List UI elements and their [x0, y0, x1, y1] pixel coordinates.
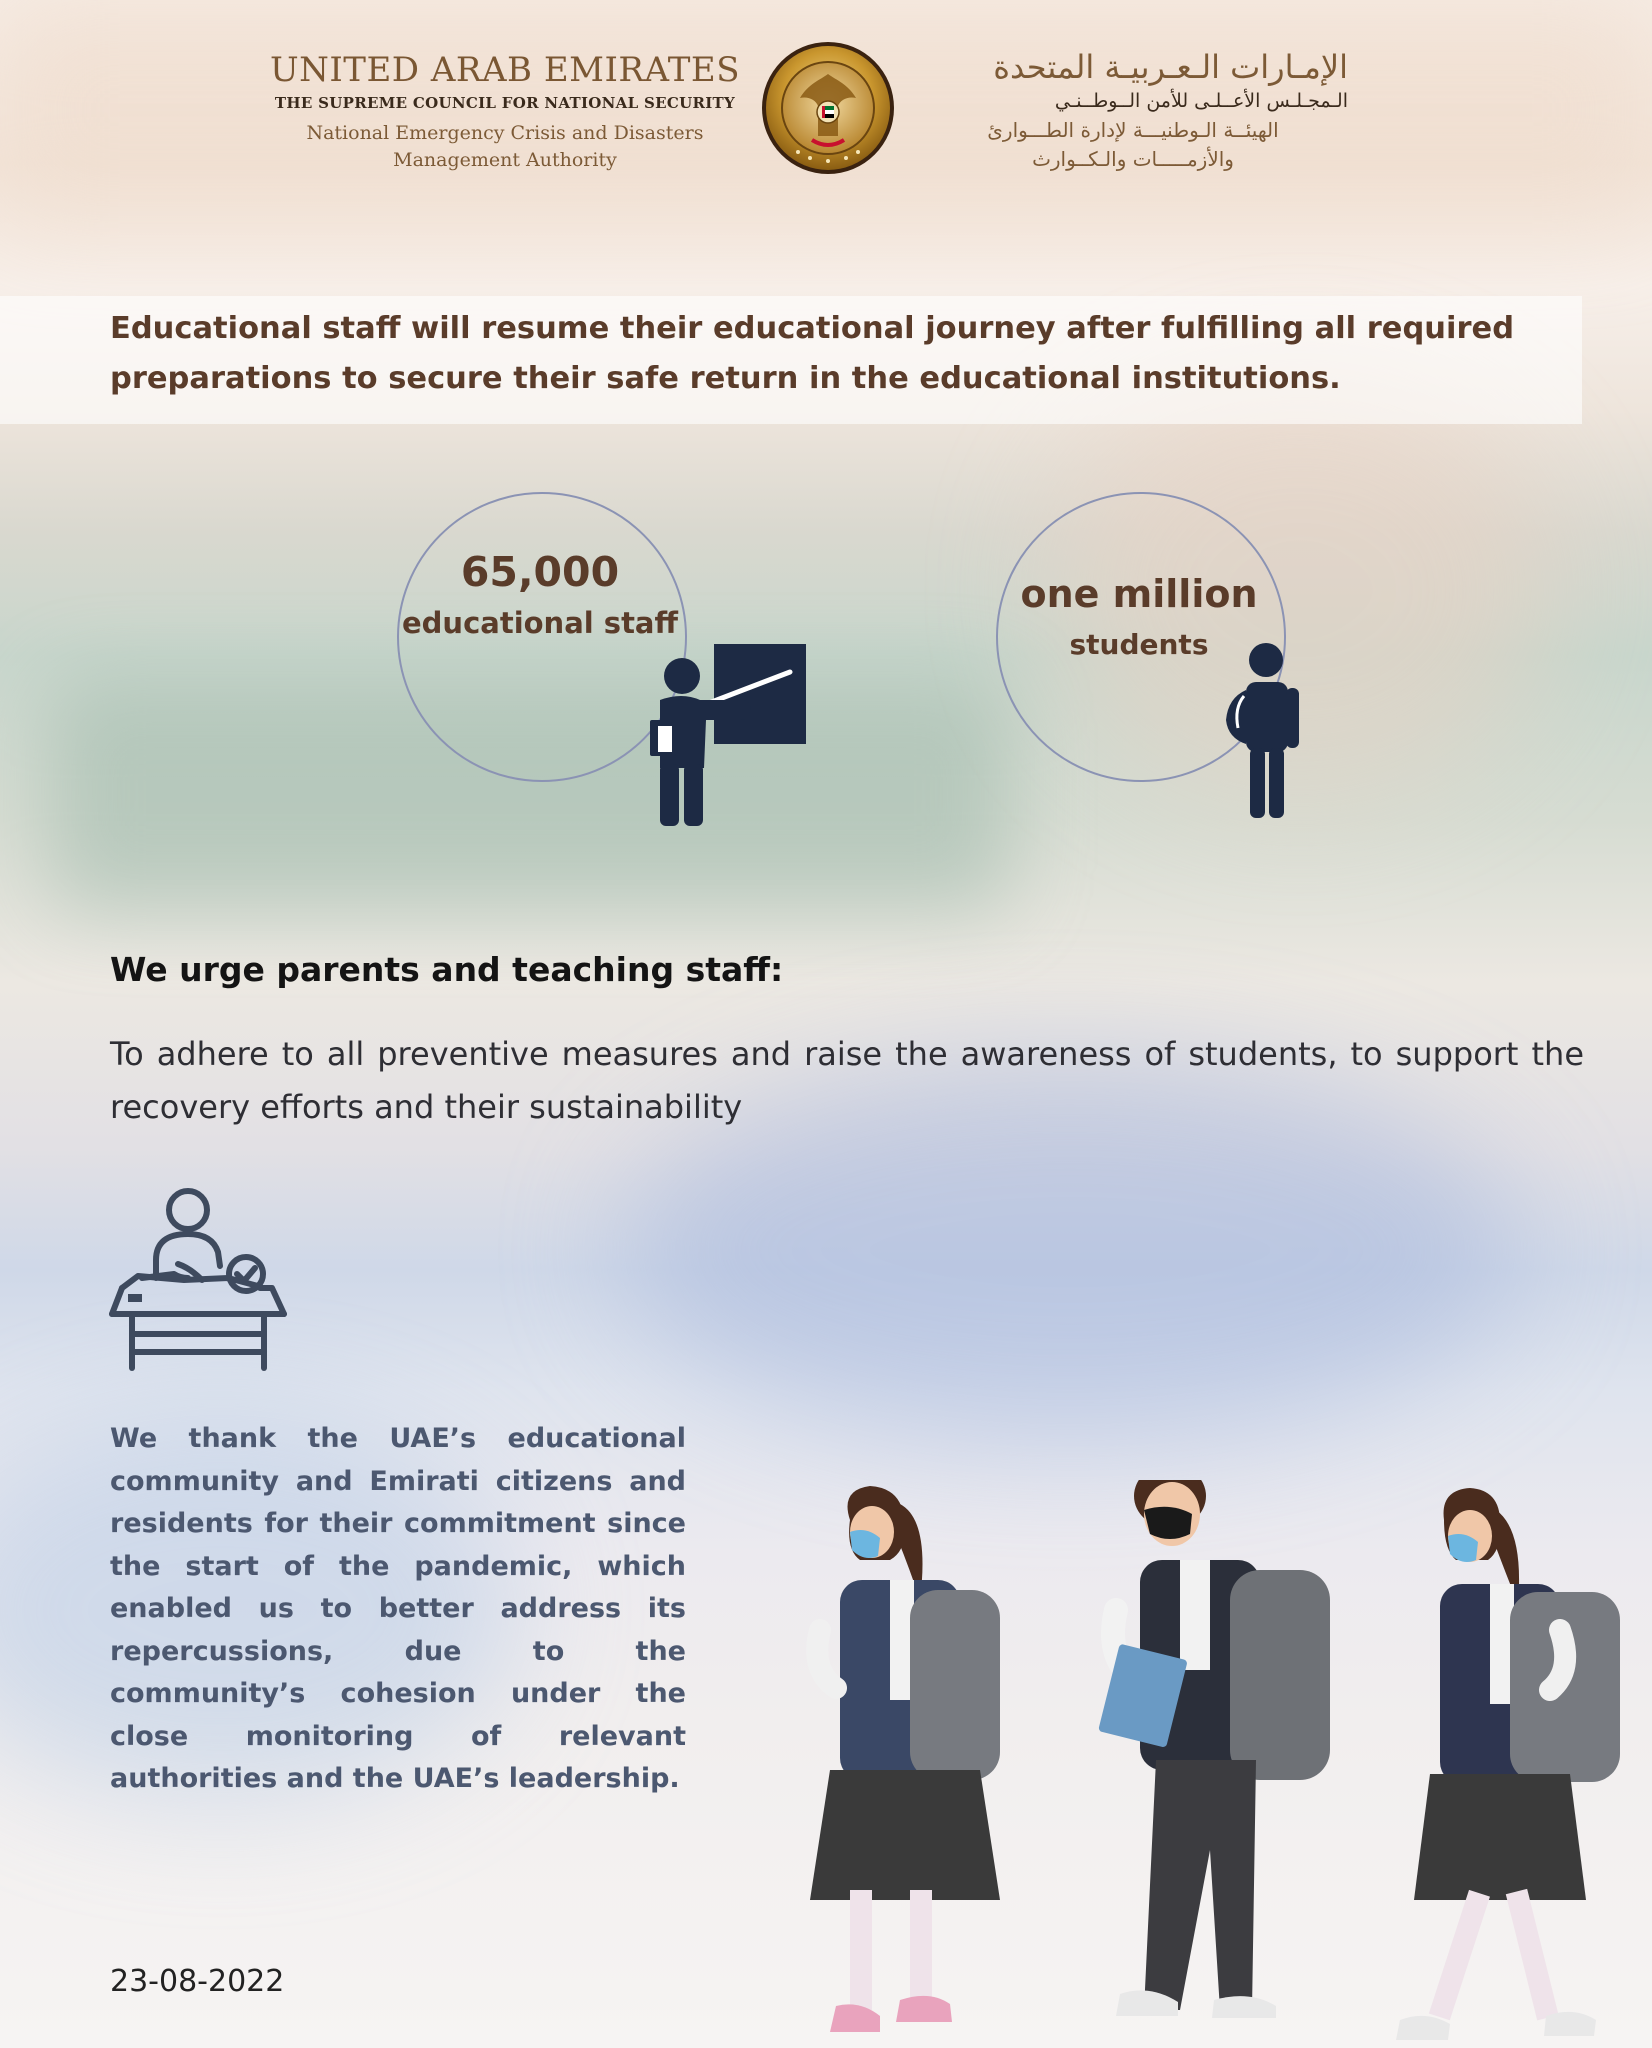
students-stat-number: one million [1020, 572, 1258, 616]
date-label: 23-08-2022 [110, 1964, 285, 1999]
header-authority-en [270, 120, 740, 174]
header-authority-en-line2: Management Authority [393, 149, 617, 171]
header-authority-ar-line1: الهيئــة الـوطنيـــة لإدارة الطـــوارئ [987, 118, 1279, 142]
announcement-text: Educational staff will resume their educational journey after fulfilling all required preparations to secure their safe return in the educational institutions. [110, 311, 1515, 396]
announcement-banner [0, 296, 1582, 424]
header-country-ar: الإمـارات الـعـربيـة المتحدة [993, 48, 1348, 86]
students-walking-image [760, 1480, 1652, 2048]
staff-stat-number: 65,000 [460, 548, 620, 596]
header-authority-ar [918, 116, 1348, 174]
header-council-en: THE SUPREME COUNCIL FOR NATIONAL SECURITY [274, 94, 736, 112]
student-desk-study-icon [108, 1182, 288, 1372]
header-english [270, 50, 740, 174]
header-country-en: UNITED ARAB EMIRATES [269, 50, 740, 90]
student-icon [1220, 640, 1310, 820]
girl-student-left [810, 1486, 1000, 2032]
thanks-paragraph: We thank the UAE’s educational community and Emirati citizens and residents for their commitment since the start of the pandemic, which enabled us to better address its repercussions, due to the community’s cohesion under the close monitoring of relevant authorities and the UAE’s leadership. [110, 1423, 686, 1794]
uae-emblem-icon [760, 40, 896, 176]
header-arabic [918, 48, 1348, 174]
staff-stat-label: educational staff [402, 606, 678, 640]
teacher-icon [640, 640, 820, 830]
urge-body: To adhere to all preventive measures and raise the awareness of students, to support the recovery efforts and their sustainability [110, 1035, 1584, 1126]
boy-student-middle [1098, 1480, 1330, 2018]
header-authority-en-line1: National Emergency Crisis and Disasters [306, 122, 704, 144]
students-stat-label: students [1069, 628, 1209, 661]
header-council-ar: الـمجـلـس الأعــلـى للأمن الــوطــنـي [1054, 90, 1348, 112]
urge-title: We urge parents and teaching staff: [110, 950, 784, 989]
header-authority-ar-line2: والأزمـــــات والـكــوارث [1032, 147, 1234, 171]
girl-student-right [1396, 1488, 1620, 2040]
header [0, 40, 1652, 190]
